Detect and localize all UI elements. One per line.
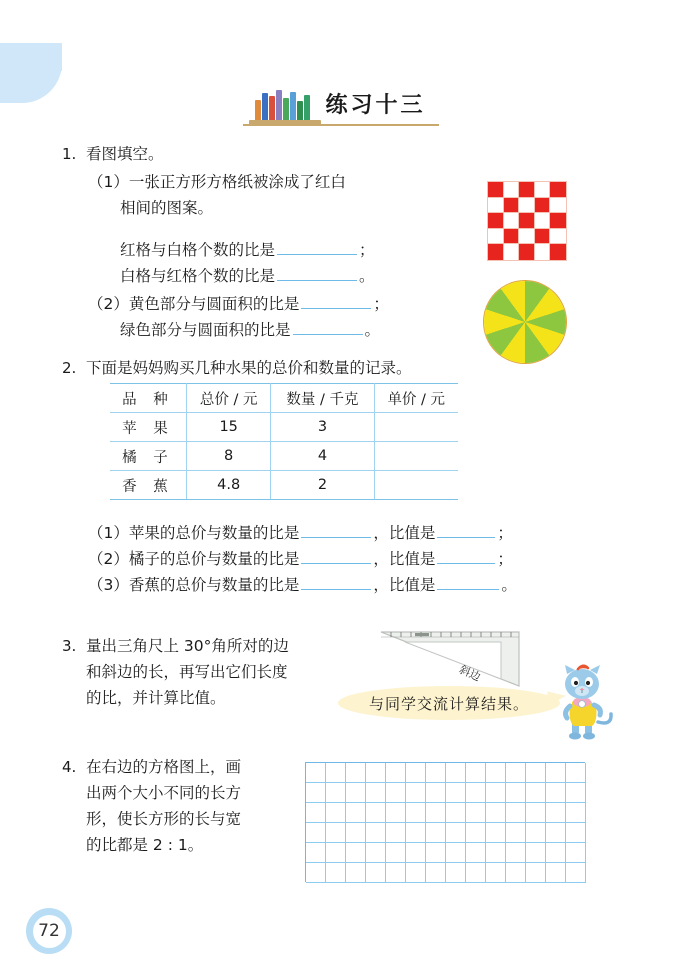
problem-2-sub-2	[88, 546, 517, 572]
table-header-row	[110, 384, 458, 413]
grid-cell[interactable]	[326, 803, 346, 823]
problem-3-line-2: 和斜边的长，再写出它们长度	[86, 663, 288, 681]
grid-cell[interactable]	[486, 863, 506, 883]
problem-2-prompt: 下面是妈妈购买几种水果的总价和数量的记录。	[86, 359, 412, 377]
problem-2-sub-1-text-b: ，比值是	[373, 524, 436, 542]
grid-cell[interactable]	[566, 783, 586, 803]
grid-cell[interactable]	[366, 843, 386, 863]
grid-cell[interactable]	[546, 763, 566, 783]
checkerboard-figure	[487, 181, 567, 261]
cell-total-apple: 15	[186, 413, 271, 442]
grid-cell[interactable]	[406, 863, 426, 883]
ratio-white-red-label: 白格与红格个数的比是	[120, 267, 276, 285]
problem-1-number: 1.	[62, 145, 77, 163]
grid-cell[interactable]	[406, 843, 426, 863]
problem-2-subquestions	[88, 520, 517, 598]
grid-cell[interactable]	[506, 763, 526, 783]
problem-4-line-2: 出两个大小不同的长方	[86, 784, 242, 802]
problem-2-sub-1-tail: ；	[497, 524, 513, 542]
grid-cell[interactable]	[446, 843, 466, 863]
table-row	[110, 442, 458, 471]
problem-3-line-3: 的比，并计算比值。	[86, 689, 226, 707]
grid-cell[interactable]	[386, 863, 406, 883]
grid-cell[interactable]	[366, 763, 386, 783]
grid-cell[interactable]	[546, 843, 566, 863]
problem-1-fill-group-1	[120, 237, 375, 289]
grid-cell[interactable]	[446, 863, 466, 883]
grid-cell[interactable]	[506, 803, 526, 823]
answer-blank-yellow[interactable]	[301, 292, 371, 309]
grid-cell[interactable]	[566, 843, 586, 863]
answer-blank-apple-value[interactable]	[437, 521, 495, 538]
problem-3-line-1: 量出三角尺上 30°角所对的边	[86, 637, 289, 655]
problem-1-prompt: 看图填空。	[86, 145, 164, 163]
page-number: 72	[33, 915, 66, 948]
answer-blank-red-white[interactable]	[277, 238, 357, 255]
grid-cell[interactable]	[526, 803, 546, 823]
punct-period-2: 。	[364, 321, 381, 339]
problem-2	[62, 355, 412, 381]
page-number-badge	[26, 908, 72, 954]
punct-period-1: 。	[359, 267, 375, 285]
grid-cell[interactable]	[546, 823, 566, 843]
cell-qty-apple: 3	[271, 413, 374, 442]
hypotenuse-label: 斜边	[457, 663, 483, 684]
cell-unit-apple[interactable]	[374, 413, 458, 442]
problem-1-sub-1-label: （1）	[88, 173, 129, 191]
grid-cell[interactable]	[546, 803, 566, 823]
problem-2-sub-3-tail: 。	[501, 576, 517, 594]
grid-cell[interactable]	[546, 783, 566, 803]
punct-semicolon-2: ；	[373, 295, 389, 313]
fruit-price-table	[110, 383, 458, 500]
problem-1-sub-1-line-1: 一张正方形方格纸被涂成了红白	[128, 173, 346, 191]
grid-cell[interactable]	[486, 783, 506, 803]
grid-cell[interactable]	[526, 763, 546, 783]
cell-qty-banana: 2	[271, 471, 374, 500]
answer-blank-apple-ratio[interactable]	[301, 521, 371, 538]
grid-cell[interactable]	[406, 783, 426, 803]
speech-bubble-text: 与同学交流计算结果。	[368, 694, 529, 713]
grid-cell[interactable]	[346, 803, 366, 823]
table-row	[110, 413, 458, 442]
grid-cell[interactable]	[466, 823, 486, 843]
header-underline	[243, 124, 439, 126]
square-grid-figure[interactable]	[305, 762, 585, 882]
grid-cell[interactable]	[406, 763, 426, 783]
problem-4-line-4: 的比都是 2 : 1。	[86, 836, 204, 854]
grid-cell[interactable]	[426, 843, 446, 863]
grid-cell[interactable]	[366, 823, 386, 843]
problem-2-sub-1-text-a: 苹果的总价与数量的比是	[128, 524, 300, 542]
problem-4-line-3: 形，使长方形的长与宽	[86, 810, 242, 828]
table-row	[110, 471, 458, 500]
answer-blank-banana-ratio[interactable]	[301, 573, 371, 590]
grid-cell[interactable]	[426, 763, 446, 783]
page-header	[0, 86, 681, 120]
set-square-ruler-figure	[375, 628, 525, 692]
grid-cell[interactable]	[506, 843, 526, 863]
grid-cell[interactable]	[346, 823, 366, 843]
problem-4-line-1: 在右边的方格图上，画	[86, 758, 242, 776]
grid-cell[interactable]	[426, 803, 446, 823]
grid-cell[interactable]	[306, 763, 326, 783]
grid-cell[interactable]	[446, 763, 466, 783]
problem-4	[62, 754, 241, 858]
grid-cell[interactable]	[326, 763, 346, 783]
answer-blank-orange-value[interactable]	[437, 547, 495, 564]
grid-cell[interactable]	[466, 803, 486, 823]
col-header-variety: 品 种	[110, 384, 186, 413]
cell-variety-apple: 苹 果	[110, 413, 186, 442]
grid-cell[interactable]	[526, 843, 546, 863]
grid-cell[interactable]	[466, 763, 486, 783]
problem-1	[62, 141, 164, 167]
speech-bubble	[338, 686, 560, 720]
problem-2-sub-3-label: （3）	[88, 576, 129, 594]
cell-total-orange: 8	[186, 442, 271, 471]
grid-cell[interactable]	[386, 843, 406, 863]
grid-cell[interactable]	[426, 783, 446, 803]
grid-cell[interactable]	[406, 803, 426, 823]
problem-1-sub-2	[88, 291, 389, 343]
problem-2-sub-2-text-a: 橘子的总价与数量的比是	[128, 550, 300, 568]
grid-cell[interactable]	[446, 823, 466, 843]
bookshelf-icon	[255, 86, 315, 120]
answer-blank-banana-value[interactable]	[437, 573, 499, 590]
punct-semicolon-1: ；	[359, 241, 375, 259]
cell-total-banana: 4.8	[186, 471, 271, 500]
problem-2-sub-3-text-b: ，比值是	[373, 576, 436, 594]
grid-cell[interactable]	[306, 823, 326, 843]
grid-cell[interactable]	[566, 863, 586, 883]
problem-1-sub-1-line-2: 相间的图案。	[120, 199, 214, 217]
grid-cell[interactable]	[486, 823, 506, 843]
ratio-yellow-circle-label: 黄色部分与圆面积的比是	[128, 295, 300, 313]
grid-cell[interactable]	[466, 843, 486, 863]
grid-cell[interactable]	[386, 803, 406, 823]
col-header-unit-price: 单价 / 元	[374, 384, 458, 413]
grid-cell[interactable]	[506, 823, 526, 843]
grid-cell[interactable]	[406, 823, 426, 843]
answer-blank-white-red[interactable]	[277, 264, 357, 281]
problem-3-number: 3.	[62, 637, 77, 655]
answer-blank-orange-ratio[interactable]	[301, 547, 371, 564]
grid-cell[interactable]	[386, 783, 406, 803]
problem-2-sub-3	[88, 572, 517, 598]
grid-cell[interactable]	[386, 823, 406, 843]
grid-cell[interactable]	[486, 803, 506, 823]
grid-cell[interactable]	[326, 823, 346, 843]
cell-qty-orange: 4	[271, 442, 374, 471]
problem-2-number: 2.	[62, 359, 77, 377]
grid-cell[interactable]	[346, 863, 366, 883]
grid-cell[interactable]	[426, 863, 446, 883]
cat-character-icon	[556, 664, 618, 742]
grid-cell[interactable]	[326, 783, 346, 803]
cell-variety-banana: 香 蕉	[110, 471, 186, 500]
grid-cell[interactable]	[346, 843, 366, 863]
problem-2-sub-2-text-b: ，比值是	[373, 550, 436, 568]
grid-cell[interactable]	[326, 863, 346, 883]
problem-3	[62, 633, 289, 711]
problem-2-sub-1-label: （1）	[88, 524, 129, 542]
grid-cell[interactable]	[426, 823, 446, 843]
problem-2-sub-3-text-a: 香蕉的总价与数量的比是	[128, 576, 300, 594]
problem-2-sub-2-label: （2）	[88, 550, 129, 568]
grid-cell[interactable]	[306, 863, 326, 883]
col-header-quantity: 数量 / 千克	[271, 384, 374, 413]
grid-cell[interactable]	[386, 763, 406, 783]
ratio-green-circle-label: 绿色部分与圆面积的比是	[120, 321, 291, 339]
grid-cell[interactable]	[546, 863, 566, 883]
cell-unit-orange[interactable]	[374, 442, 458, 471]
cell-unit-banana[interactable]	[374, 471, 458, 500]
grid-cell[interactable]	[466, 863, 486, 883]
grid-cell[interactable]	[306, 843, 326, 863]
col-header-total-price: 总价 / 元	[186, 384, 271, 413]
grid-cell[interactable]	[306, 783, 326, 803]
problem-4-number: 4.	[62, 758, 77, 776]
pie-circle-figure	[484, 281, 566, 363]
ratio-red-white-label: 红格与白格个数的比是	[120, 241, 276, 259]
grid-cell[interactable]	[526, 783, 546, 803]
problem-1-sub-2-label: （2）	[88, 295, 129, 313]
grid-cell[interactable]	[466, 783, 486, 803]
page-title: 练习十三	[325, 93, 426, 118]
grid-cell[interactable]	[366, 783, 386, 803]
answer-blank-green[interactable]	[293, 318, 363, 335]
grid-cell[interactable]	[506, 783, 526, 803]
grid-cell[interactable]	[566, 803, 586, 823]
grid-cell[interactable]	[526, 823, 546, 843]
grid-cell[interactable]	[566, 763, 586, 783]
cell-variety-orange: 橘 子	[110, 442, 186, 471]
grid-cell[interactable]	[446, 783, 466, 803]
grid-cell[interactable]	[506, 863, 526, 883]
problem-1-sub-1	[88, 169, 346, 221]
grid-cell[interactable]	[366, 803, 386, 823]
triangle-ruler-icon	[375, 628, 525, 692]
grid-cell[interactable]	[346, 763, 366, 783]
grid-cell[interactable]	[366, 863, 386, 883]
grid-cell[interactable]	[486, 763, 506, 783]
problem-2-sub-1	[88, 520, 517, 546]
grid-cell[interactable]	[566, 823, 586, 843]
grid-cell[interactable]	[306, 803, 326, 823]
grid-cell[interactable]	[486, 843, 506, 863]
grid-cell[interactable]	[326, 843, 346, 863]
grid-cell[interactable]	[526, 863, 546, 883]
grid-cell[interactable]	[446, 803, 466, 823]
problem-2-sub-2-tail: ；	[497, 550, 513, 568]
grid-cell[interactable]	[346, 783, 366, 803]
